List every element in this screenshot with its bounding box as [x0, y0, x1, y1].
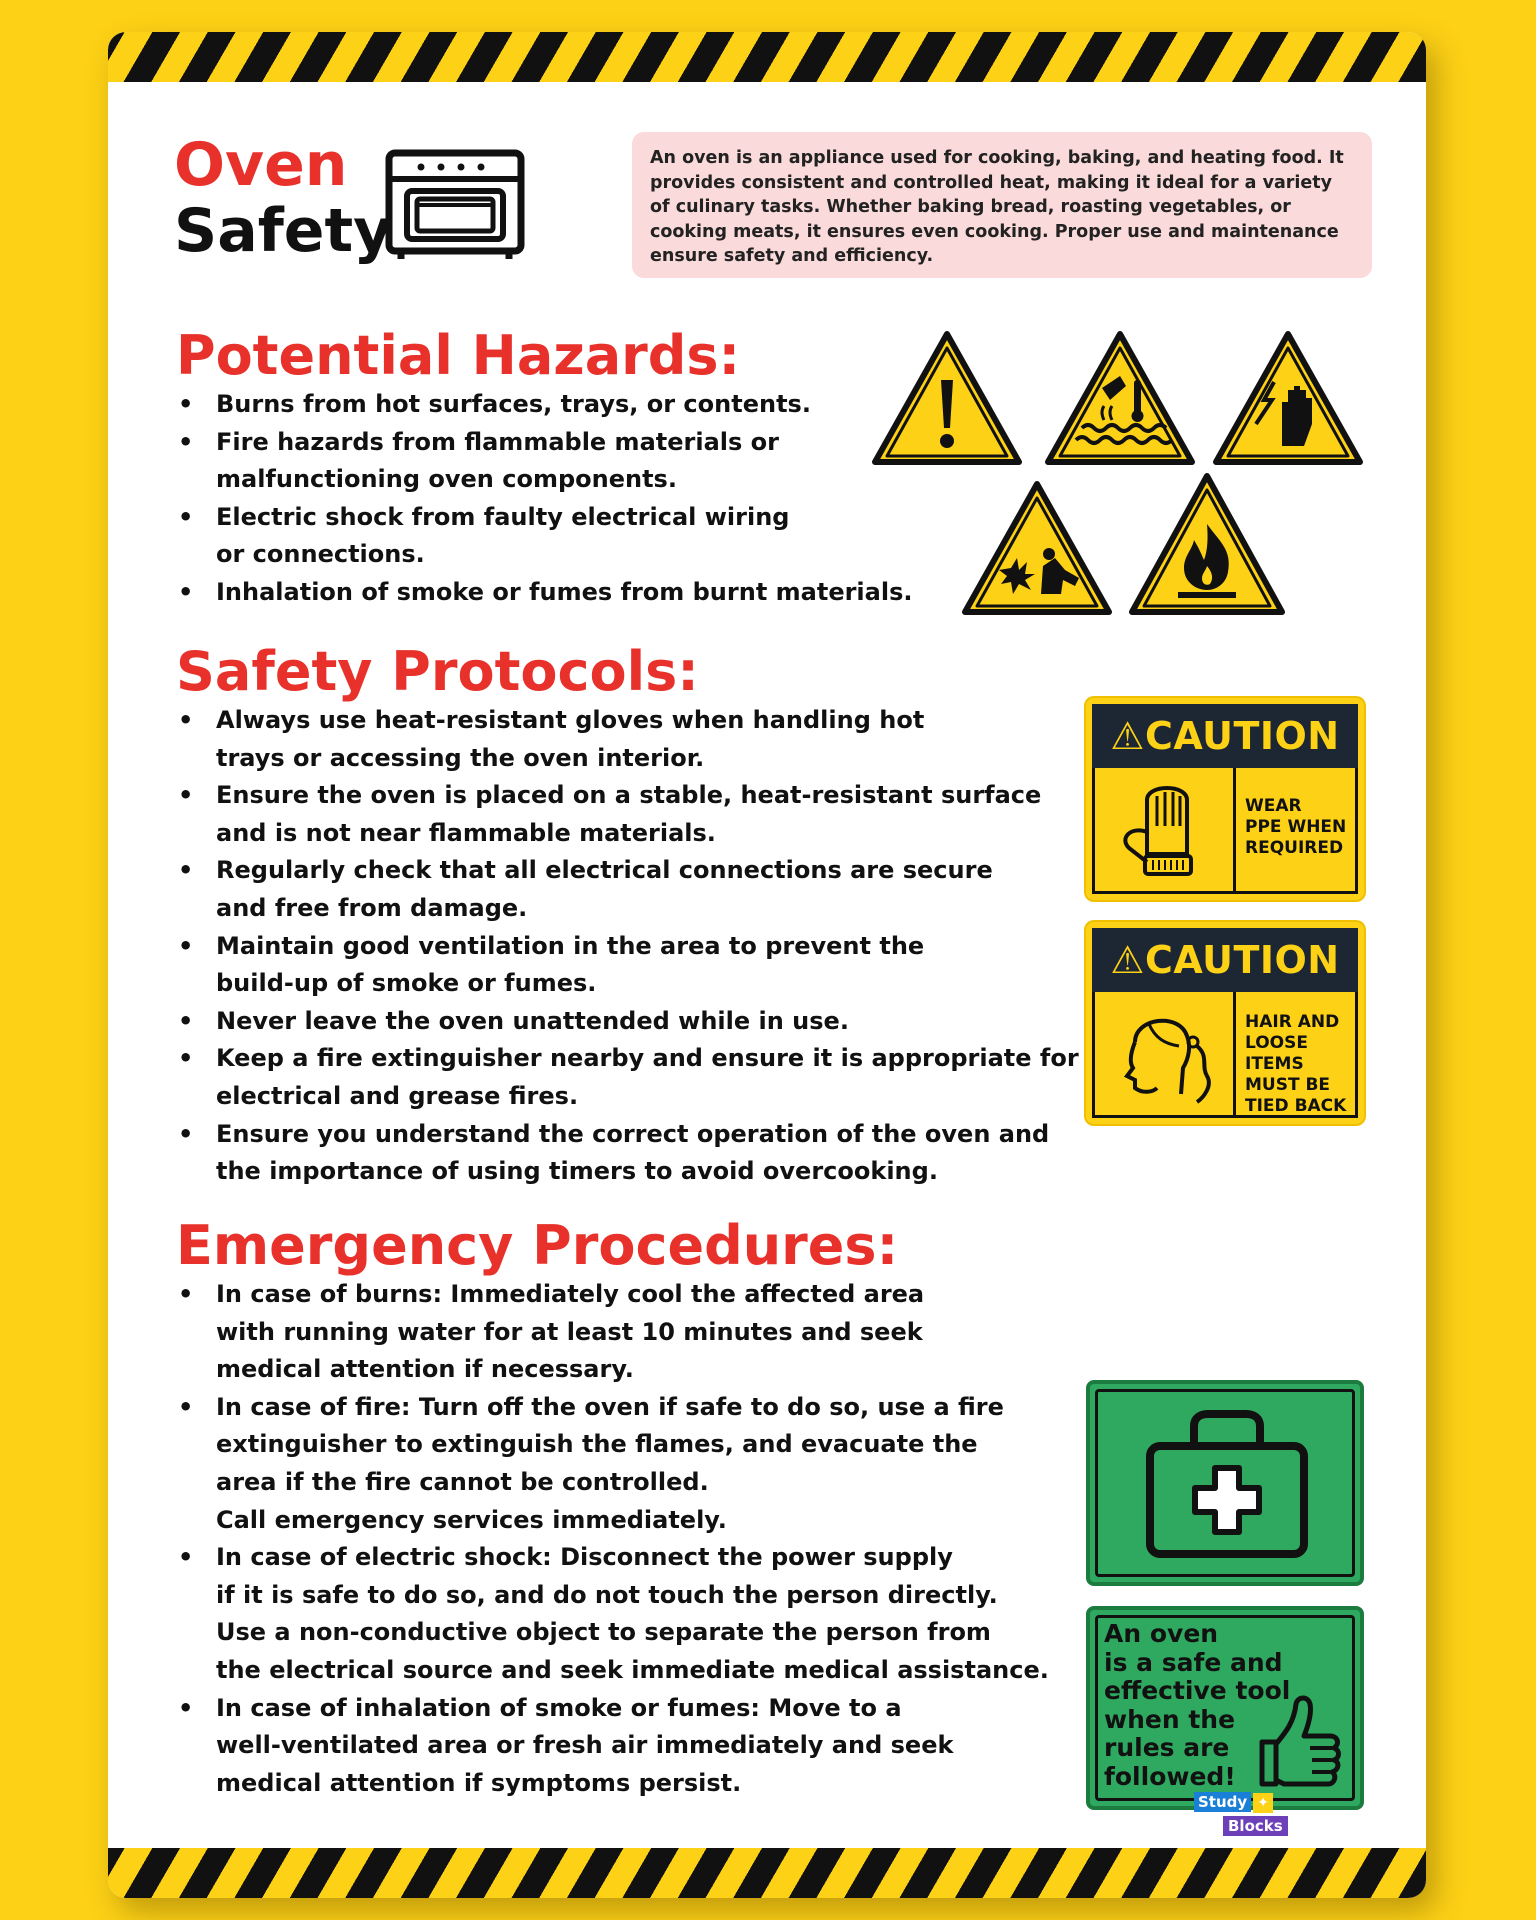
tied-hair-icon [1109, 1002, 1219, 1112]
item-line: Electric shock from faulty electrical wiring [216, 502, 790, 531]
list-item: • Inhalation of smoke or fumes from burnt materials. [176, 574, 912, 612]
warning-icon: ⚠ [1110, 714, 1145, 758]
item-line: and free from damage. [216, 893, 528, 922]
caution-header [1092, 704, 1358, 768]
list-item [176, 1276, 1049, 1389]
list-item: • Burns from hot surfaces, trays, or contents. [176, 386, 912, 424]
protocols-heading: Safety Protocols: [176, 640, 699, 703]
divider [1233, 768, 1236, 891]
message-line: effective tool [1104, 1676, 1291, 1705]
warning-icon: ⚠ [1110, 938, 1145, 982]
caution-sign-hair [1086, 922, 1364, 1124]
item-line: malfunctioning oven components. [216, 465, 677, 494]
hot-liquid-warning-icon [1044, 328, 1196, 468]
hazards-heading: Potential Hazards: [176, 324, 741, 387]
item-line: electrical and grease fires. [216, 1081, 579, 1110]
caution-line: LOOSE ITEMS [1245, 1033, 1308, 1074]
item-line: Use a non-conductive object to separate the person from [216, 1618, 991, 1647]
item-line: with running water for at least 10 minutes and seek [216, 1317, 923, 1346]
message-line: rules are [1104, 1733, 1230, 1762]
item-line: Always use heat-resistant gloves when handling hot [216, 706, 925, 734]
explosion-warning-icon [961, 478, 1113, 618]
caution-line: REQUIRED [1245, 838, 1344, 858]
thumbs-up-message-sign [1086, 1606, 1364, 1810]
list-item [176, 1116, 1079, 1191]
list-item [176, 702, 1079, 777]
caution-label: CAUTION [1144, 938, 1340, 982]
message-line: when the [1104, 1704, 1236, 1734]
list-item: • Never leave the oven unattended while in use. [176, 1003, 1079, 1041]
item-line: or connections. [216, 540, 425, 569]
title-safety: Safety [174, 196, 393, 266]
list-item [176, 1539, 1049, 1689]
emergency-list [176, 1276, 1049, 1802]
item-line: medical attention if necessary. [216, 1355, 634, 1384]
hazards-list [176, 386, 912, 612]
list-item [176, 1389, 1049, 1539]
emergency-heading: Emergency Procedures: [176, 1214, 899, 1277]
item-line: if it is safe to do so, and do not touch the person directly. [216, 1580, 998, 1609]
item-line: the electrical source and seek immediate medical assistance. [216, 1655, 1049, 1684]
list-item [176, 424, 912, 499]
caution-header [1092, 928, 1358, 992]
item-line: medical attention if symptoms persist. [216, 1768, 742, 1797]
protocols-list [176, 702, 1079, 1191]
item-line: Fire hazards from flammable materials or [216, 427, 779, 456]
item-line: the importance of using timers to avoid overcooking. [216, 1157, 938, 1186]
hazard-stripe-top [108, 32, 1426, 82]
first-aid-sign [1086, 1380, 1364, 1586]
list-item [176, 777, 1079, 852]
caution-label: CAUTION [1144, 714, 1340, 758]
flammable-warning-icon [1128, 470, 1286, 618]
divider [1233, 992, 1236, 1115]
list-item [176, 1040, 1079, 1115]
item-line: area if the fire cannot be controlled. [216, 1467, 709, 1496]
item-line: In case of burns: Immediately cool the affected area [216, 1280, 925, 1308]
item-line: Keep a fire extinguisher nearby and ensure it is appropriate for [216, 1044, 1079, 1073]
caution-line: MUST BE [1245, 1075, 1331, 1095]
caution-body [1092, 768, 1358, 894]
item-line: well-ventilated area or fresh air immediately and seek [216, 1731, 954, 1760]
intro-description: An oven is an appliance used for cooking, baking, and heating food. It provides consistent and controlled heat, making it ideal for a variety of culinary tasks. Whether baking bread, roasting vegetables, or cooking meats, it ensures even cooking. Proper use and maintenance ensure safety and efficiency. [632, 132, 1372, 278]
title-oven: Oven [174, 130, 348, 200]
message-line: followed! [1104, 1761, 1236, 1791]
thumbs-up-icon [1254, 1692, 1344, 1792]
electric-shock-warning-icon [1212, 328, 1364, 468]
item-line: Ensure the oven is placed on a stable, heat-resistant surface [216, 781, 1042, 810]
caution-line: HAIR AND [1245, 1012, 1340, 1032]
list-item [176, 928, 1079, 1003]
message-line: is a safe and [1104, 1647, 1283, 1677]
caution-line: WEAR [1245, 796, 1302, 816]
general-warning-icon [871, 328, 1023, 468]
hazard-stripe-bottom [108, 1848, 1426, 1898]
item-line: build-up of smoke or fumes. [216, 969, 597, 998]
message-line: An oven [1104, 1619, 1219, 1648]
item-line: Maintain good ventilation in the area to prevent the [216, 931, 925, 960]
item-line: In case of fire: Turn off the oven if safe to do so, use a fire [216, 1392, 1004, 1421]
list-item [176, 852, 1079, 927]
caution-body [1092, 992, 1358, 1118]
first-aid-kit-icon [1142, 1406, 1312, 1562]
study-blocks-logo [1194, 1792, 1289, 1837]
logo-word-study: Study [1194, 1792, 1251, 1812]
list-item [176, 499, 912, 574]
caution-sign-ppe [1086, 698, 1364, 900]
sparkle-icon: ✦ [1253, 1793, 1273, 1813]
poster [108, 32, 1426, 1898]
item-line: extinguisher to extinguish the flames, and evacuate the [216, 1430, 978, 1459]
item-line: Call emergency services immediately. [216, 1505, 727, 1534]
glove-icon [1113, 776, 1213, 886]
list-item [176, 1690, 1049, 1803]
caution-line: PPE WHEN [1245, 817, 1347, 837]
item-line: In case of electric shock: Disconnect the power supply [216, 1543, 953, 1572]
item-line: Ensure you understand the correct operation of the oven and [216, 1119, 1050, 1148]
item-line: In case of inhalation of smoke or fumes: Move to a [216, 1693, 902, 1722]
caution-text [1245, 1012, 1355, 1117]
item-line: Regularly check that all electrical connections are secure [216, 856, 993, 885]
item-line: trays or accessing the oven interior. [216, 743, 705, 772]
item-line: and is not near flammable materials. [216, 818, 716, 847]
oven-icon [385, 149, 525, 261]
caution-text [1245, 796, 1346, 859]
logo-word-blocks: Blocks [1222, 1815, 1289, 1837]
caution-line: TIED BACK [1245, 1096, 1347, 1116]
